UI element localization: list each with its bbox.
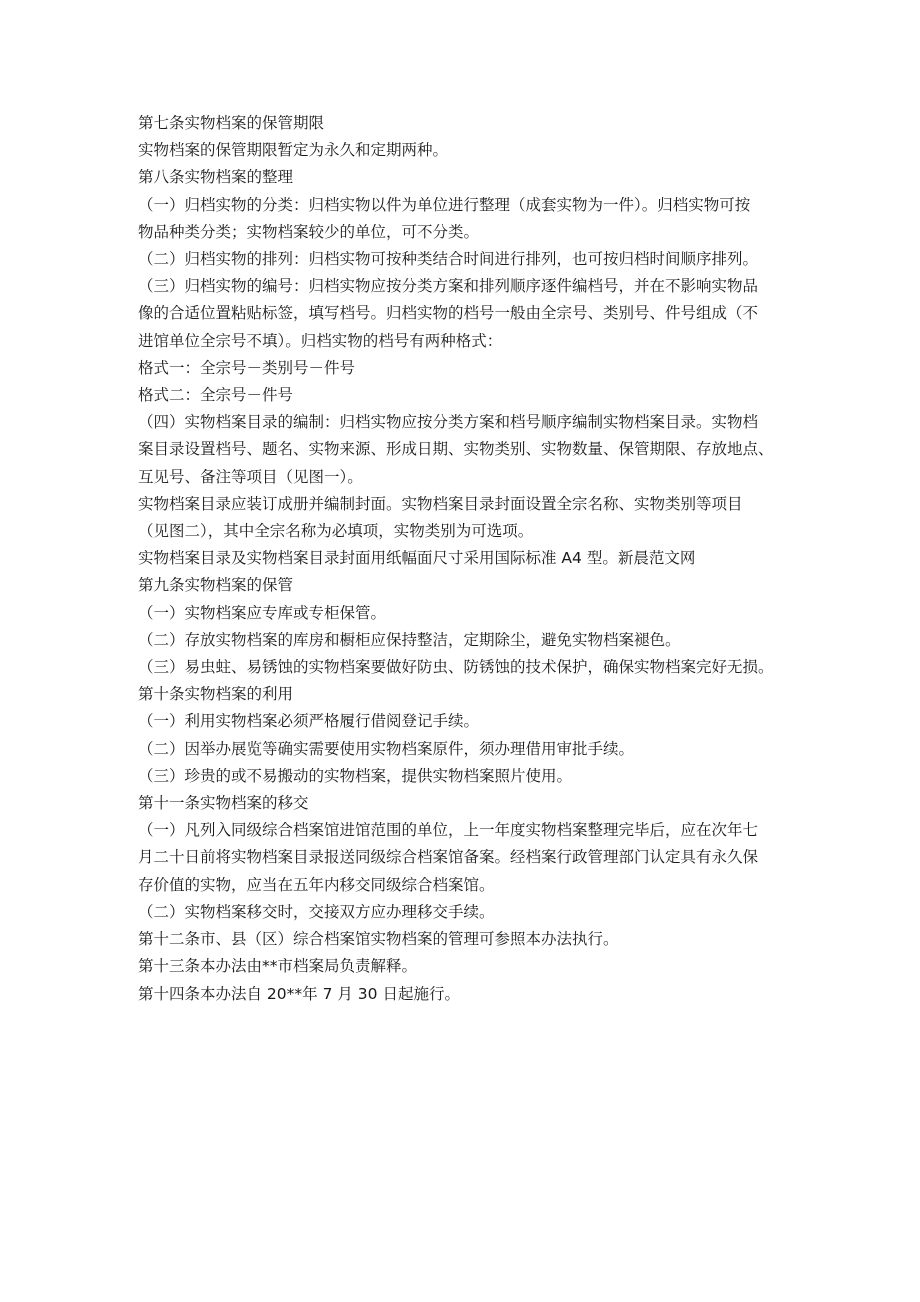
text-line: 第十一条实物档案的移交	[138, 794, 309, 813]
text-line: （一）凡列入同级综合档案馆进馆范围的单位，上一年度实物档案整理完毕后，应在次年七	[138, 821, 759, 840]
text-line: （见图二），其中全宗名称为必填项，实物类别为可选项。	[138, 522, 534, 541]
text-line: （三）珍贵的或不易搬动的实物档案，提供实物档案照片使用。	[138, 766, 573, 785]
text-line: （二）归档实物的排列：归档实物可按种类结合时间进行排列，也可按归档时间顺序排列。	[138, 250, 759, 269]
text-line: 第十四条本办法自 20**年 7 月 30 日起施行。	[138, 984, 460, 1003]
text-line: （二）因举办展览等确实需要使用实物档案原件，须办理借用审批手续。	[138, 739, 635, 758]
text-line: 进馆单位全宗号不填）。归档实物的档号有两种格式：	[138, 331, 503, 350]
text-line: （三）归档实物的编号：归档实物应按分类方案和排列顺序逐件编档号，并在不影响实物品	[138, 277, 759, 296]
text-line: 像的合适位置粘贴标签，填写档号。归档实物的档号一般由全宗号、类别号、件号组成（不	[138, 304, 759, 323]
text-line: 月二十日前将实物档案目录报送同级综合档案馆备案。经档案行政管理部门认定具有永久保	[138, 848, 759, 867]
text-line: （四）实物档案目录的编制：归档实物应按分类方案和档号顺序编制实物档案目录。实物档	[138, 413, 759, 432]
text-line: （三）易虫蛀、易锈蚀的实物档案要做好防虫、防锈蚀的技术保护，确保实物档案完好无损。	[138, 658, 774, 677]
text-line: （二）存放实物档案的库房和橱柜应保持整洁，定期除尘，避免实物档案褪色。	[138, 630, 681, 649]
text-line: 第七条实物档案的保管期限	[138, 114, 325, 132]
text-line: 格式一：全宗号－类别号－件号	[138, 358, 356, 377]
document-body	[138, 110, 788, 1008]
text-line: 格式二：全宗号－件号	[138, 386, 294, 405]
text-line: 第九条实物档案的保管	[138, 576, 294, 595]
text-line: 第十三条本办法由**市档案局负责解释。	[138, 957, 418, 976]
text-line: 案目录设置档号、题名、实物来源、形成日期、实物类别、实物数量、保管期限、存放地点、	[138, 440, 774, 459]
text-line: 存价值的实物，应当在五年内移交同级综合档案馆。	[138, 875, 495, 894]
text-line: （一）实物档案应专库或专柜保管。	[138, 603, 387, 622]
text-line: 实物档案的保管期限暂定为永久和定期两种。	[138, 141, 449, 160]
text-line: （一）归档实物的分类：归档实物以件为单位进行整理（成套实物为一件）。归档实物可按	[138, 195, 751, 214]
text-line: 第十二条市、县（区）综合档案馆实物档案的管理可参照本办法执行。	[138, 930, 619, 949]
text-line: 实物档案目录应装订成册并编制封面。实物档案目录封面设置全宗名称、实物类别等项目	[138, 494, 743, 513]
text-line: 互见号、备注等项目（见图一）。	[138, 467, 363, 486]
text-line: 第十条实物档案的利用	[138, 685, 294, 704]
text-line: 物品种类分类；实物档案较少的单位，可不分类。	[138, 222, 480, 241]
text-line: 实物档案目录及实物档案目录封面用纸幅面尺寸采用国际标准 A4 型。新晨范文网	[138, 549, 696, 568]
text-line: （二）实物档案移交时，交接双方应办理移交手续。	[138, 902, 495, 921]
text-line: （一）利用实物档案必须严格履行借阅登记手续。	[138, 712, 480, 731]
text-line: 第八条实物档案的整理	[138, 168, 294, 187]
